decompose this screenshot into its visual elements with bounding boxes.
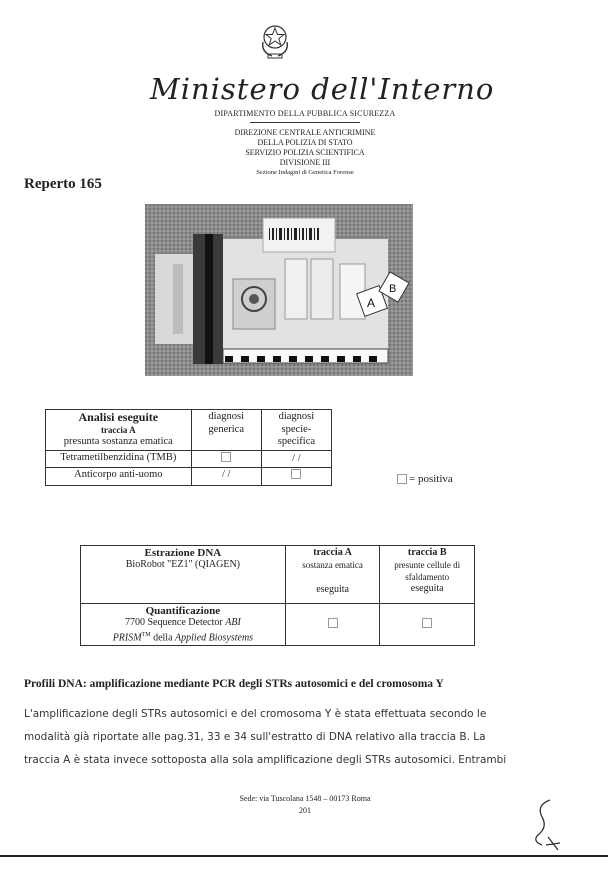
reperto-title: Reperto 165: [24, 176, 102, 192]
table-row: [81, 604, 475, 646]
col-specific-header: diagnosi specie-specifica: [261, 410, 331, 451]
result-cell: / /: [191, 468, 261, 486]
analysis-table: [45, 409, 332, 486]
trace-a-status: eseguita: [316, 584, 349, 595]
department-name: DIPARTIMENTO DELLA PUBBLICA SICUREZZA: [214, 109, 396, 118]
extraction-title: Estrazione DNA: [144, 547, 222, 559]
trace-b-title: traccia B: [407, 547, 447, 558]
directorate-line: SERVIZIO POLIZIA SCIENTIFICA: [245, 148, 365, 157]
paragraph-line: traccia A è stata invece sottoposta alla sola amplificazione degli STRs autosomici. Entrambi: [24, 754, 507, 766]
analysis-header-cell: [46, 410, 192, 451]
trace-b-status: eseguita: [410, 583, 444, 594]
quantification-line: PRISM™ della Applied Biosystems: [112, 632, 254, 644]
header-divider: [250, 122, 360, 123]
trace-b-cell: [380, 546, 475, 604]
handwritten-initials: [528, 795, 568, 855]
paragraph-line: L'amplificazione degli STRs autosomici e del cromosoma Y è stata effettuata secondo le: [24, 708, 487, 720]
trace-a-label: traccia A: [100, 424, 136, 435]
result-cell: [261, 468, 331, 486]
trace-a-desc: sostanza ematica: [302, 560, 363, 570]
table-row: [46, 410, 332, 451]
legend: [397, 473, 453, 485]
result-cell: [285, 604, 380, 646]
table-row: [46, 450, 332, 468]
quantification-line: 7700 Sequence Detector ABI: [124, 617, 241, 628]
positive-box-icon: [328, 618, 338, 628]
page-number: 201: [299, 806, 311, 815]
trace-a-description: presunta sostanza ematica: [63, 436, 173, 447]
directorate-block: [150, 128, 460, 178]
paragraph-line: modalità già riportate alle pag.31, 33 e 34 sull'estratto di DNA relativo alla traccia B. La: [24, 731, 486, 743]
directorate-line: DIREZIONE CENTRALE ANTICRIMINE: [234, 128, 376, 137]
positive-box-icon: [422, 618, 432, 628]
directorate-line: DELLA POLIZIA DI STATO: [257, 138, 353, 147]
quantification-title: Quantificazione: [145, 605, 221, 617]
table-row: [46, 468, 332, 486]
footer-address: Sede: via Tuscolana 1548 – 00173 Roma: [239, 794, 371, 803]
ministry-title: Ministero dell'Interno: [150, 72, 495, 106]
directorate-line: DIVISIONE III: [279, 158, 331, 167]
table-row: [81, 546, 475, 604]
col-generic-header: diagnosi generica: [191, 410, 261, 451]
photo-label-a: A: [367, 296, 376, 310]
positive-box-icon: [397, 474, 407, 484]
test-label: Anticorpo anti-uomo: [46, 468, 192, 486]
trace-a-cell: [285, 546, 380, 604]
positive-box-icon: [291, 469, 301, 479]
bottom-divider: [0, 855, 608, 857]
section-title: Profili DNA: amplificazione mediante PCR degli STRs autosomici e del cromosoma Y: [24, 678, 444, 690]
trace-a-title: traccia A: [313, 547, 352, 558]
republic-emblem-icon: [258, 20, 292, 60]
result-cell: [380, 604, 475, 646]
positive-box-icon: [221, 452, 231, 462]
extraction-method: BioRobot "EZ1" (QIAGEN): [125, 559, 241, 570]
evidence-photo: [145, 204, 413, 376]
result-cell: [191, 450, 261, 468]
result-cell: / /: [261, 450, 331, 468]
legend-text: = positiva: [409, 473, 453, 485]
test-label: Tetrametilbenzidina (TMB): [46, 450, 192, 468]
quantification-cell: [81, 604, 286, 646]
analysis-header: Analisi eseguite: [78, 410, 159, 424]
section-line: Sezione Indagini di Genetica Forense: [256, 169, 354, 176]
body-paragraph: [24, 703, 586, 772]
extraction-cell: [81, 546, 286, 604]
extraction-table: [80, 545, 475, 646]
photo-label-b: B: [389, 283, 397, 295]
trace-b-desc: presunte cellule di sfaldamento: [394, 560, 461, 582]
